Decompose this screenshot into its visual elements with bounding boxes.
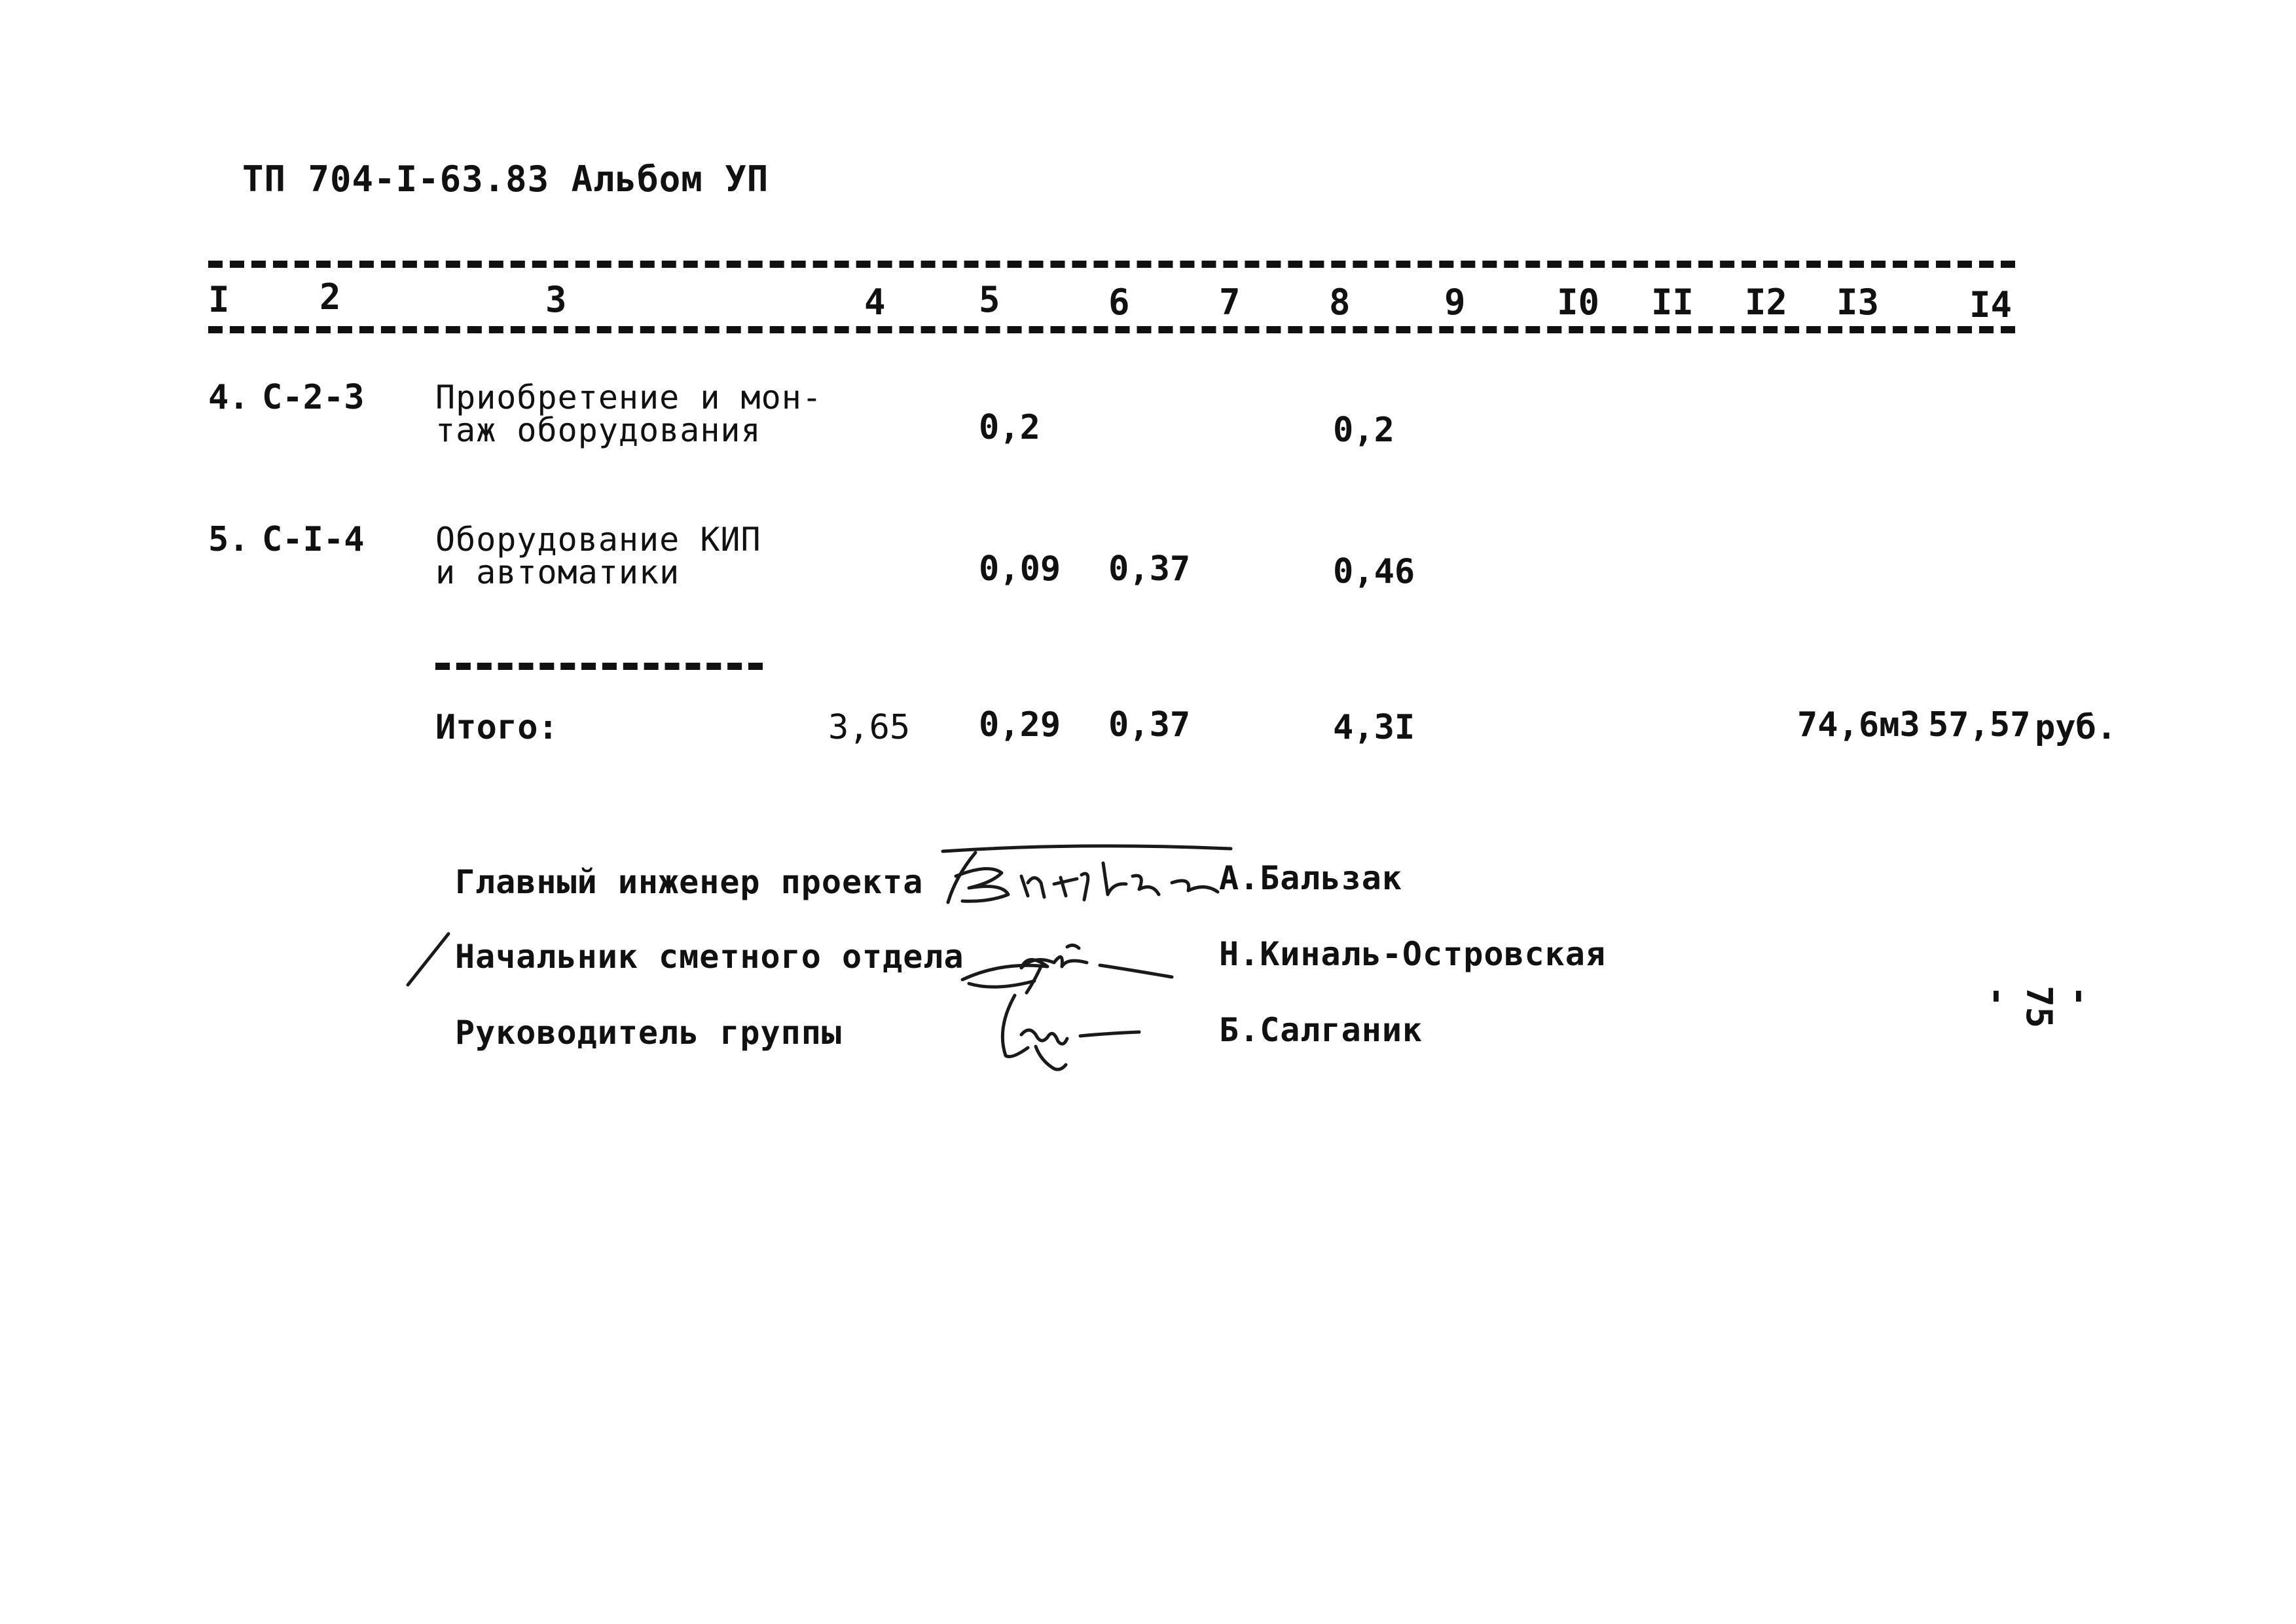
cell-col8: 0,46 bbox=[1333, 552, 1415, 591]
subtotal-divider bbox=[435, 663, 763, 670]
column-header: II bbox=[1651, 282, 1694, 323]
column-header: 5 bbox=[979, 279, 1000, 320]
column-header: 3 bbox=[545, 279, 567, 320]
column-header: 4 bbox=[864, 282, 886, 323]
cell-col5: 0,2 bbox=[979, 408, 1040, 447]
total-col13: 74,6м3 bbox=[1797, 705, 1920, 745]
column-header: I3 bbox=[1836, 282, 1880, 323]
signature-role: Руководитель группы bbox=[455, 1014, 842, 1052]
signature-image bbox=[930, 837, 1237, 909]
column-header: I0 bbox=[1557, 282, 1600, 323]
total-col6: 0,37 bbox=[1108, 705, 1191, 745]
row-name: Оборудование КИП bbox=[435, 521, 761, 559]
total-label: Итого: bbox=[435, 708, 558, 747]
page-number: - 75 - bbox=[1977, 986, 2102, 1029]
cell-col8: 0,2 bbox=[1333, 411, 1394, 450]
check-mark-icon bbox=[403, 930, 455, 989]
column-header: 7 bbox=[1219, 282, 1241, 323]
column-header: I4 bbox=[1969, 284, 2013, 325]
row-number: 4. bbox=[208, 378, 249, 417]
row-number: 5. bbox=[208, 520, 249, 559]
total-col4: 3,65 bbox=[828, 708, 911, 747]
row-code: С-2-3 bbox=[262, 378, 365, 417]
cell-col5: 0,09 bbox=[979, 549, 1061, 589]
total-col5: 0,29 bbox=[979, 705, 1061, 745]
column-header: 6 bbox=[1108, 282, 1130, 323]
column-header: 2 bbox=[319, 276, 341, 318]
signature-name: Н.Киналь-Островская bbox=[1219, 935, 1606, 973]
header-top-divider bbox=[208, 261, 2015, 268]
total-col8: 4,3I bbox=[1333, 708, 1415, 747]
total-unit: руб. bbox=[2035, 708, 2117, 747]
signature-role: Главный инженер проекта bbox=[455, 863, 924, 901]
column-header: 9 bbox=[1444, 282, 1466, 323]
signature-image bbox=[982, 982, 1152, 1080]
signature-name: Б.Салганик bbox=[1219, 1011, 1423, 1049]
cell-col6: 0,37 bbox=[1108, 549, 1191, 589]
column-header: I2 bbox=[1745, 282, 1788, 323]
row-name: таж оборудования bbox=[435, 411, 761, 449]
column-header: I bbox=[208, 279, 230, 320]
column-header: 8 bbox=[1329, 282, 1351, 323]
signature-role: Начальник сметного отдела bbox=[455, 938, 964, 976]
signature-name: А.Бальзак bbox=[1219, 859, 1402, 897]
document-title: ТП 704-I-63.83 Альбом УП bbox=[242, 158, 769, 200]
row-name: и автоматики bbox=[435, 553, 680, 591]
row-name: Приобретение и мон- bbox=[435, 378, 822, 416]
total-col14: 57,57 bbox=[1928, 705, 2031, 745]
header-bottom-divider bbox=[208, 326, 2015, 333]
row-code: С-I-4 bbox=[262, 520, 365, 559]
